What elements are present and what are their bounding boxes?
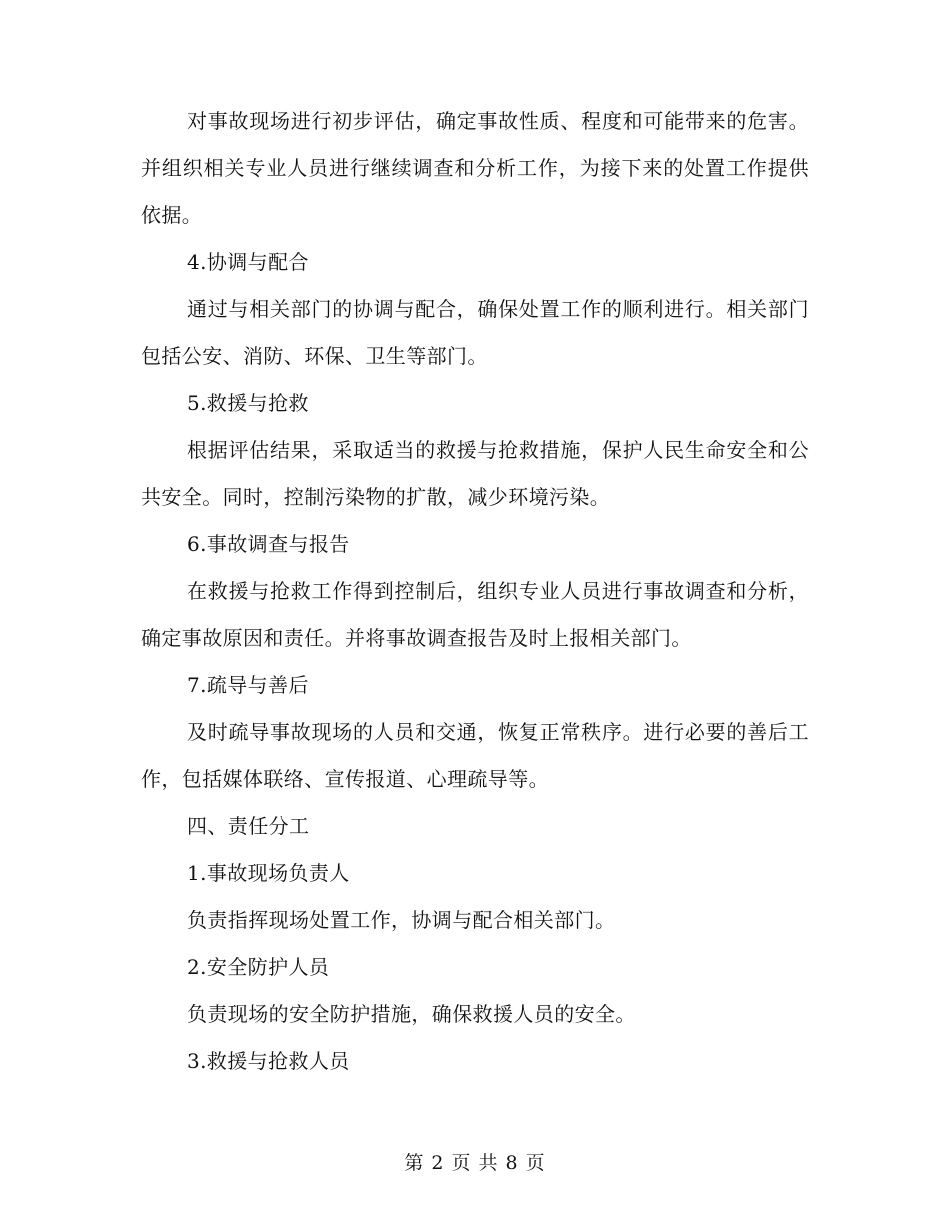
paragraph-assessment: 对事故现场进行初步评估，确定事故性质、程度和可能带来的危害。并组织相关专业人员进行继续调查和分析工作，为接下来的处置工作提供依据。 bbox=[141, 109, 809, 227]
paragraph-safety-staff: 负责现场的安全防护措施，确保救援人员的安全。 bbox=[187, 1002, 636, 1026]
heading-investigation: 6.事故调查与报告 bbox=[187, 532, 350, 556]
document-body bbox=[141, 98, 809, 1085]
paragraph-aftermath: 及时疏导事故现场的人员和交通，恢复正常秩序。进行必要的善后工作，包括媒体联络、宣传报道、心理疏导等。 bbox=[141, 720, 809, 791]
heading-rescue-staff: 3.救援与抢救人员 bbox=[187, 1049, 350, 1073]
paragraph-rescue: 根据评估结果，采取适当的救援与抢救措施，保护人民生命安全和公共安全。同时，控制污染物的扩散，减少环境污染。 bbox=[141, 438, 809, 509]
paragraph-coordination: 通过与相关部门的协调与配合，确保处置工作的顺利进行。相关部门包括公安、消防、环保、卫生等部门。 bbox=[141, 297, 809, 368]
page-number-footer: 第 2 页 共 8 页 bbox=[404, 1152, 546, 1174]
paragraph-site-leader: 负责指挥现场处置工作，协调与配合相关部门。 bbox=[187, 908, 616, 932]
heading-rescue: 5.救援与抢救 bbox=[187, 391, 309, 415]
heading-safety-staff: 2.安全防护人员 bbox=[187, 955, 330, 979]
paragraph-investigation: 在救援与抢救工作得到控制后，组织专业人员进行事故调查和分析，确定事故原因和责任。并将事故调查报告及时上报相关部门。 bbox=[141, 579, 809, 650]
heading-aftermath: 7.疏导与善后 bbox=[187, 673, 309, 697]
section-heading-responsibilities: 四、责任分工 bbox=[187, 814, 310, 838]
heading-coordination: 4.协调与配合 bbox=[187, 250, 309, 274]
heading-site-leader: 1.事故现场负责人 bbox=[187, 861, 350, 885]
